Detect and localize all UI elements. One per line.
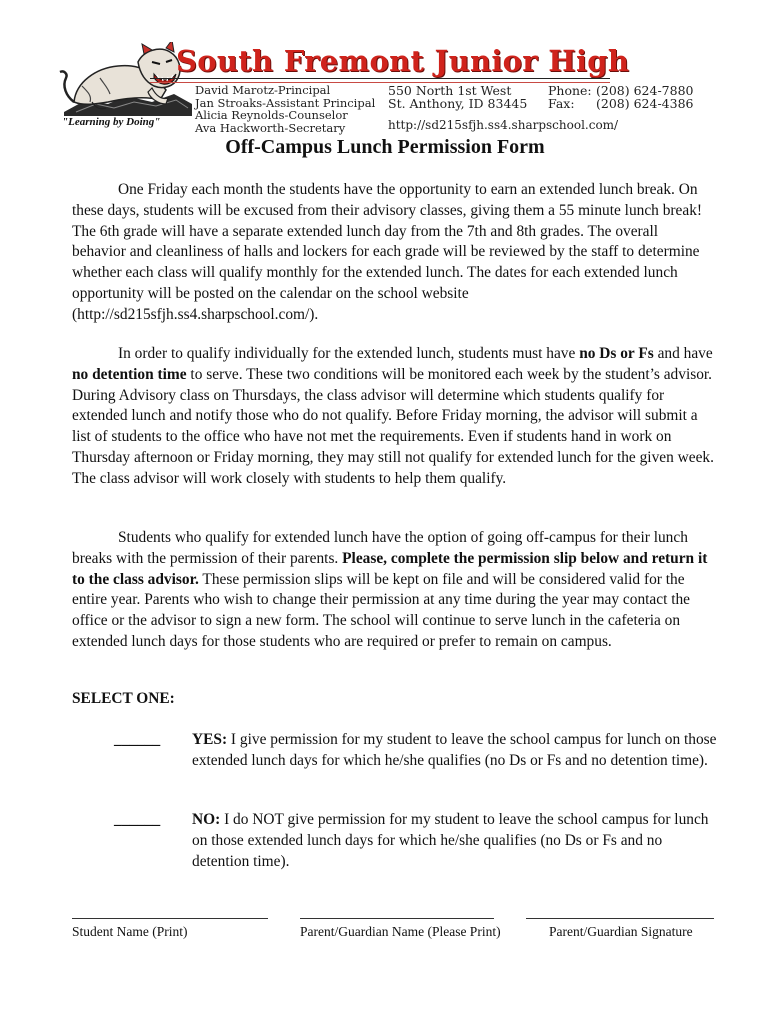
form-title: Off-Campus Lunch Permission Form xyxy=(225,136,545,158)
no-option-text xyxy=(192,810,720,872)
staff-assistant-principal: Jan Stroaks-Assistant Principal xyxy=(195,95,376,110)
fax-row xyxy=(548,97,693,110)
student-name-label: Student Name (Print) xyxy=(72,924,188,939)
p3-instruction: Please, complete the permission slip below and return it to the class advisor. xyxy=(72,549,708,588)
staff-secretary: Ava Hackworth-Secretary xyxy=(195,120,346,135)
phone-number: (208) 624-7880 xyxy=(596,83,694,98)
paragraph-off-campus xyxy=(72,528,714,653)
paragraph-3-text xyxy=(72,528,714,653)
contact-numbers xyxy=(548,84,693,110)
yes-checkbox-blank[interactable]: ______ xyxy=(114,731,161,748)
no-label: NO: xyxy=(192,811,221,828)
p2-part-c: and have xyxy=(653,345,713,362)
fax-number: (208) 624-4386 xyxy=(596,96,694,111)
yes-description: I give permission for my student to leave the school campus for lunch on those extended lunch days for which he/she qualifies (no Ds or Fs and no detention time). xyxy=(192,731,717,769)
address-line-1: 550 North 1st West xyxy=(388,83,512,98)
paragraph-2-text xyxy=(72,344,714,490)
paragraph-extended-lunch xyxy=(72,180,714,326)
parent-name-label: Parent/Guardian Name (Please Print) xyxy=(300,924,501,939)
yes-option-text xyxy=(192,730,720,772)
school-address xyxy=(388,84,527,110)
address-line-2: St. Anthony, ID 83445 xyxy=(388,96,528,111)
parent-signature-label: Parent/Guardian Signature xyxy=(549,924,693,939)
p2-no-detention: no detention time xyxy=(72,365,187,383)
staff-principal: David Marotz-Principal xyxy=(195,83,331,97)
phone-label: Phone: xyxy=(548,83,592,98)
fax-label: Fax: xyxy=(548,96,575,111)
student-name-line[interactable] xyxy=(72,918,268,919)
staff-counselor: Alicia Reynolds-Counselor xyxy=(195,108,348,123)
select-one-heading: SELECT ONE: xyxy=(72,690,175,707)
paragraph-qualification xyxy=(72,344,714,490)
school-motto: "Learning by Doing" xyxy=(62,116,161,128)
yes-label: YES: xyxy=(192,731,228,748)
parent-name-line[interactable] xyxy=(300,918,494,919)
no-checkbox-blank[interactable]: ______ xyxy=(114,811,161,828)
p2-part-a: In order to qualify individually for the extended lunch, students must have xyxy=(118,345,580,362)
p2-part-e: to serve. These two conditions will be monitored each week by the student’s advisor. During Advisory class on Thursdays, the class advisor will determine which students qualify for extended lunch and notify those who do not qualify. Before Friday morning, the advisor will submit a list of students to the office who have not met the requirements. Even if students hand in work on Thursday afternoon or Friday morning, they may still not qualify for extended lunch for the given week. The class advisor will work closely with students to help them qualify. xyxy=(72,365,714,487)
no-description: I do NOT give permission for my student to leave the school campus for lunch on those extended lunch days for which he/she qualifies (no Ds or Fs and no detention time). xyxy=(192,811,709,870)
school-name: South Fremont Junior High xyxy=(176,44,630,78)
p2-no-ds-fs: no Ds or Fs xyxy=(579,345,654,362)
p3-part-a: Students who qualify for extended lunch have the option of going off-campus for their lunch breaks with the permission of their parents. xyxy=(72,529,688,567)
parent-signature-line[interactable] xyxy=(526,918,714,919)
staff-list xyxy=(195,84,375,134)
p3-part-c: These permission slips will be kept on file and will be considered valid for the entire year. Parents who wish to change their permission at any time during the year may contact the office or the advisor to sign a new form. The school will continue to serve lunch in the cafeteria on extended lunch days for those students who are required or prefer to remain on campus. xyxy=(72,570,690,650)
school-website: http://sd215sfjh.ss4.sharpschool.com/ xyxy=(388,118,619,132)
header-divider xyxy=(150,78,610,79)
paragraph-1-text: One Friday each month the students have the opportunity to earn an extended lunch break. On these days, students will be excused from their advisory classes, giving them a 55 minute lunch break! The 6th grade will have a separate extended lunch day from the 7th and 8th grades. The overall behavior and cleanliness of halls and lockers for each grade will be reviewed by the staff to determine whether each class will qualify monthly for the extended lunch. The dates for each extended lunch opportunity will be posted on the calendar on the school website (http://sd215sfjh.ss4.sharpschool.com/). xyxy=(72,181,703,323)
